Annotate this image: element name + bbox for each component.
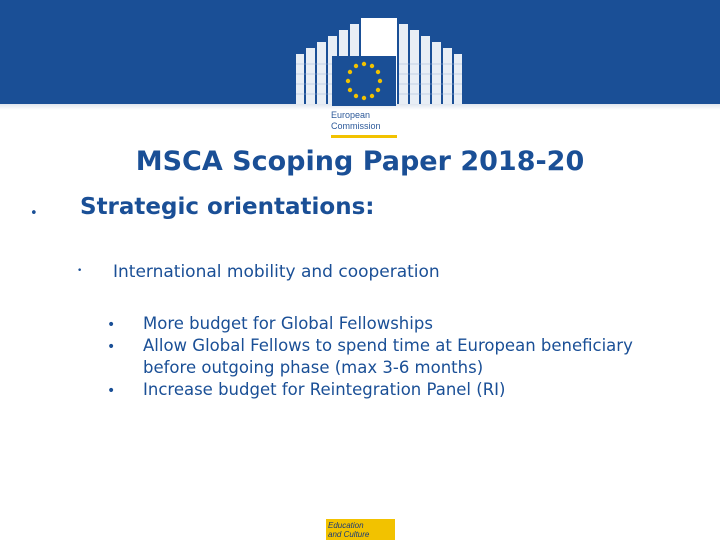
- bullet-icon: •: [30, 206, 38, 221]
- list-item-text: Allow Global Fellows to spend time at European beneficiary before outgoing phase (max 3-6 months): [143, 336, 633, 377]
- slide-title: MSCA Scoping Paper 2018-20: [135, 146, 585, 177]
- list-item-text: More budget for Global Fellowships: [143, 314, 433, 333]
- footer-label: Education and Culture: [328, 521, 370, 539]
- bullet-icon: •: [107, 317, 116, 333]
- list-item: [105, 335, 665, 379]
- logo-text: European Commission: [331, 110, 381, 131]
- logo-rule: [331, 135, 397, 138]
- subsection-heading: International mobility and cooperation: [113, 262, 440, 282]
- list-item: [105, 313, 665, 335]
- list-item-text: Increase budget for Reintegration Panel (RI): [143, 380, 506, 399]
- bullet-icon: •: [107, 383, 116, 399]
- list-item: [105, 379, 665, 401]
- bullet-icon: •: [77, 266, 83, 276]
- bullet-icon: •: [107, 339, 116, 355]
- point-list: [105, 313, 665, 401]
- section-heading: Strategic orientations:: [80, 194, 375, 220]
